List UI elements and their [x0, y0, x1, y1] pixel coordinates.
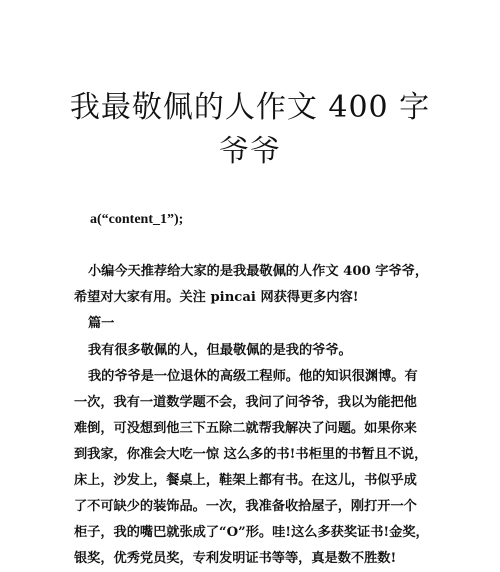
- paragraph-2-line-5: 床上，沙发上，餐桌上，鞋架上都有书。在这儿，书似乎成: [74, 473, 417, 488]
- paragraph-2-line-8: 银奖，优秀党员奖，专利发明证书等等，真是数不胜数!: [74, 551, 397, 566]
- code-snippet-line: a(“content_1”);: [90, 212, 184, 227]
- paragraph-2-line-7: 柜子，我的嘴巴就张成了“O”形。哇!这么多获奖证书!金奖，: [74, 525, 429, 540]
- document-title-line-2: 爷爷: [219, 134, 281, 169]
- paragraph-2-line-4: 到我家，你准会大吃一惊 这么多的书!书柜里的书暂且不说，: [74, 447, 428, 462]
- paragraph-2-line-1: 我的爷爷是一位退休的高级工程师。他的知识很渊博。有: [88, 369, 418, 384]
- paragraph-2-line-2: 一次，我有一道数学题不会，我问了问爷爷，我以为能把他: [74, 395, 417, 410]
- paragraph-1: 我有很多敬佩的人，但最敬佩的是我的爷爷。: [88, 343, 352, 358]
- document-title-line-1: 我最敬佩的人作文 400 字: [69, 90, 431, 125]
- section-label: 篇一: [88, 316, 115, 331]
- intro-line-2: 希望对大家有用。关注 pincai 网获得更多内容!: [74, 290, 359, 305]
- paragraph-2-line-6: 了不可缺少的装饰品。一次，我准备收拾屋子，刚打开一个: [74, 499, 417, 514]
- paragraph-2-line-3: 难倒，可没想到他三下五除二就帮我解决了问题。如果你来: [74, 421, 417, 436]
- intro-line-1: 小编今天推荐给大家的是我最敬佩的人作文 400 字爷爷，: [88, 264, 429, 279]
